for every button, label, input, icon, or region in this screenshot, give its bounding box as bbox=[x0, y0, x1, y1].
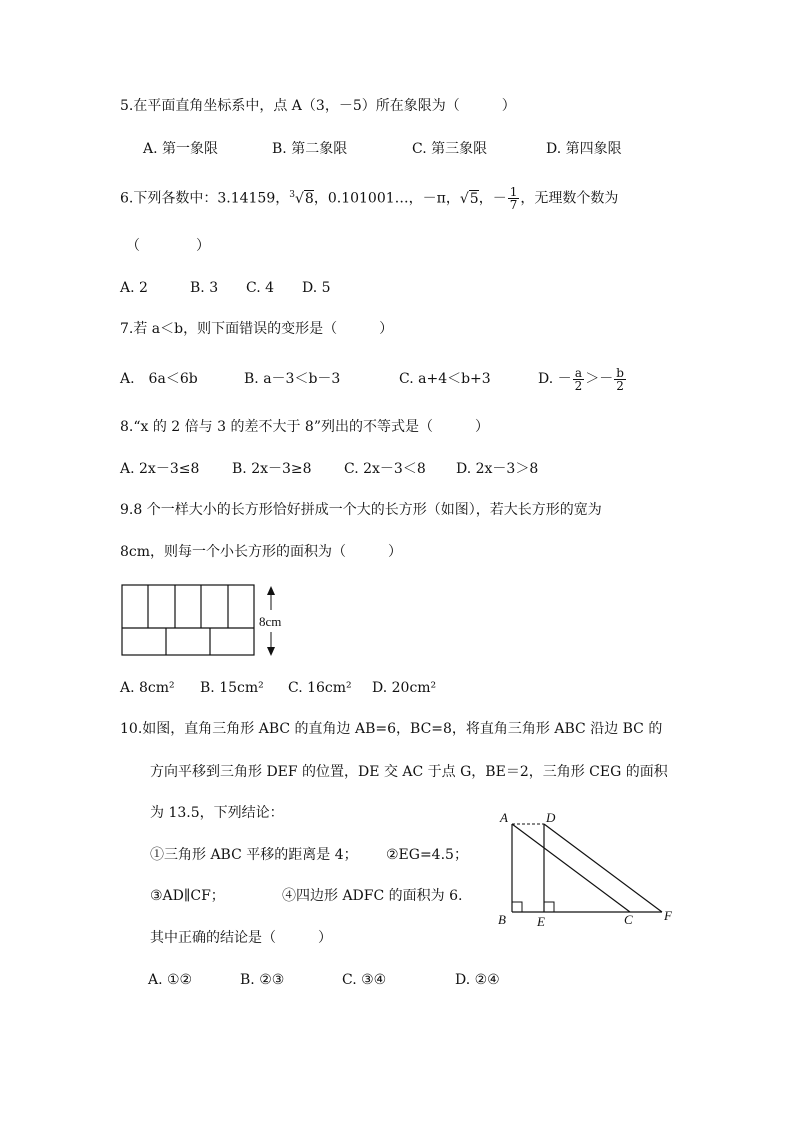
q9-option-d: D. 20cm² bbox=[372, 680, 437, 696]
q6-stem-part-d: ，无理数个数为 bbox=[520, 190, 619, 207]
q10-option-c: C. ③④ bbox=[342, 972, 387, 988]
frac-numerator: a bbox=[573, 367, 585, 380]
q6-answer-paren: （ ） bbox=[126, 238, 210, 254]
q10-question: 其中正确的结论是（ ） bbox=[150, 930, 332, 946]
q10-conclusion-3: ③AD∥CF； bbox=[150, 888, 225, 904]
q8-option-c: C. 2x－3＜8 bbox=[344, 461, 426, 477]
q10-stem-line2: 方向平移到三角形 DEF 的位置，DE 交 AC 于点 G，BE＝2，三角形 CEG 的面积 bbox=[150, 764, 668, 780]
q9-option-a: A. 8cm² bbox=[120, 680, 175, 696]
q10-conclusion-1: ①三角形 ABC 平移的距离是 4； bbox=[150, 847, 358, 863]
q7-stem: 7.若 a＜b，则下面错误的变形是（ ） bbox=[120, 321, 394, 337]
point-label-e: E bbox=[537, 914, 545, 929]
fraction-one-seventh bbox=[508, 186, 520, 211]
radical-symbol: √ bbox=[459, 190, 469, 207]
square-root-5 bbox=[460, 189, 479, 209]
q7-option-c: C. a+4＜b+3 bbox=[399, 371, 491, 387]
q10-option-d: D. ②④ bbox=[455, 972, 500, 988]
q9-option-c: C. 16cm² bbox=[288, 680, 352, 696]
q7-option-a: A. 6a＜6b bbox=[120, 371, 198, 387]
q7-option-d bbox=[538, 362, 627, 396]
point-label-f: F bbox=[664, 908, 672, 923]
fraction-b-over-2 bbox=[614, 367, 626, 392]
point-label-b: B bbox=[498, 912, 506, 927]
q7-option-b: B. a－3＜b－3 bbox=[244, 371, 341, 387]
q5-option-a: A. 第一象限 bbox=[143, 141, 219, 157]
q10-conclusion-2: ②EG=4.5； bbox=[386, 847, 468, 863]
q10-option-b: B. ②③ bbox=[240, 972, 285, 988]
point-label-c: C bbox=[624, 912, 633, 927]
q6-stem-part-a: 6.下列各数中：3.14159， bbox=[120, 190, 290, 207]
q9-rectangle-figure bbox=[118, 580, 298, 662]
q9-width-label: 8cm bbox=[259, 614, 282, 629]
q6-option-d: D. 5 bbox=[302, 280, 331, 296]
cube-root-8 bbox=[289, 189, 314, 211]
sqrt-radicand: 5 bbox=[469, 190, 479, 207]
q8-option-a: A. 2x－3≤8 bbox=[120, 461, 200, 477]
fraction-a-over-2 bbox=[573, 367, 585, 392]
q9-stem-line1: 9.8 个一样大小的长方形恰好拼成一个大的长方形（如图），若大长方形的宽为 bbox=[120, 502, 602, 518]
q10-conclusion-4: ④四边形 ADFC 的面积为 6. bbox=[282, 888, 463, 904]
q10-stem-line3: 为 13.5，下列结论： bbox=[150, 805, 284, 821]
q8-option-b: B. 2x－3≥8 bbox=[232, 461, 312, 477]
q7-option-d-operator: ＞－ bbox=[585, 371, 614, 387]
root-radicand: 8 bbox=[304, 190, 314, 207]
point-label-d: D bbox=[546, 810, 556, 825]
q7-option-d-prefix: D. － bbox=[538, 371, 572, 387]
q10-triangle-figure bbox=[492, 806, 684, 930]
q8-option-d: D. 2x－3＞8 bbox=[456, 461, 539, 477]
q5-option-b: B. 第二象限 bbox=[272, 141, 348, 157]
q6-option-a: A. 2 bbox=[120, 280, 148, 296]
frac-denominator: 2 bbox=[616, 378, 624, 393]
point-label-a: A bbox=[500, 810, 508, 825]
q5-option-d: D. 第四象限 bbox=[546, 141, 622, 157]
q10-stem-line1: 10.如图，直角三角形 ABC 的直角边 AB=6，BC=8，将直角三角形 ABC 沿边 BC 的 bbox=[120, 721, 663, 737]
q9-stem-line2: 8cm，则每一个小长方形的面积为（ ） bbox=[120, 544, 403, 560]
q9-option-b: B. 15cm² bbox=[200, 680, 264, 696]
q6-option-c: C. 4 bbox=[246, 280, 275, 296]
root-index: 3 bbox=[289, 189, 295, 200]
q5-option-c: C. 第三象限 bbox=[412, 141, 488, 157]
frac-numerator: 1 bbox=[509, 185, 518, 199]
q6-stem bbox=[120, 186, 618, 211]
radical-symbol: √ bbox=[295, 190, 304, 207]
q6-stem-part-b: ，0.101001…，－π， bbox=[313, 190, 460, 207]
frac-denominator: 7 bbox=[509, 198, 518, 212]
q6-stem-part-c: ，－ bbox=[478, 190, 507, 207]
q10-option-a: A. ①② bbox=[148, 972, 193, 988]
frac-denominator: 2 bbox=[574, 378, 583, 393]
q8-stem: 8.“x 的 2 倍与 3 的差不大于 8”列出的不等式是（ ） bbox=[120, 419, 489, 435]
frac-numerator: b bbox=[616, 365, 624, 380]
q6-option-b: B. 3 bbox=[190, 280, 219, 296]
q5-stem: 5.在平面直角坐标系中，点 A（3，－5）所在象限为（ ） bbox=[120, 98, 516, 114]
